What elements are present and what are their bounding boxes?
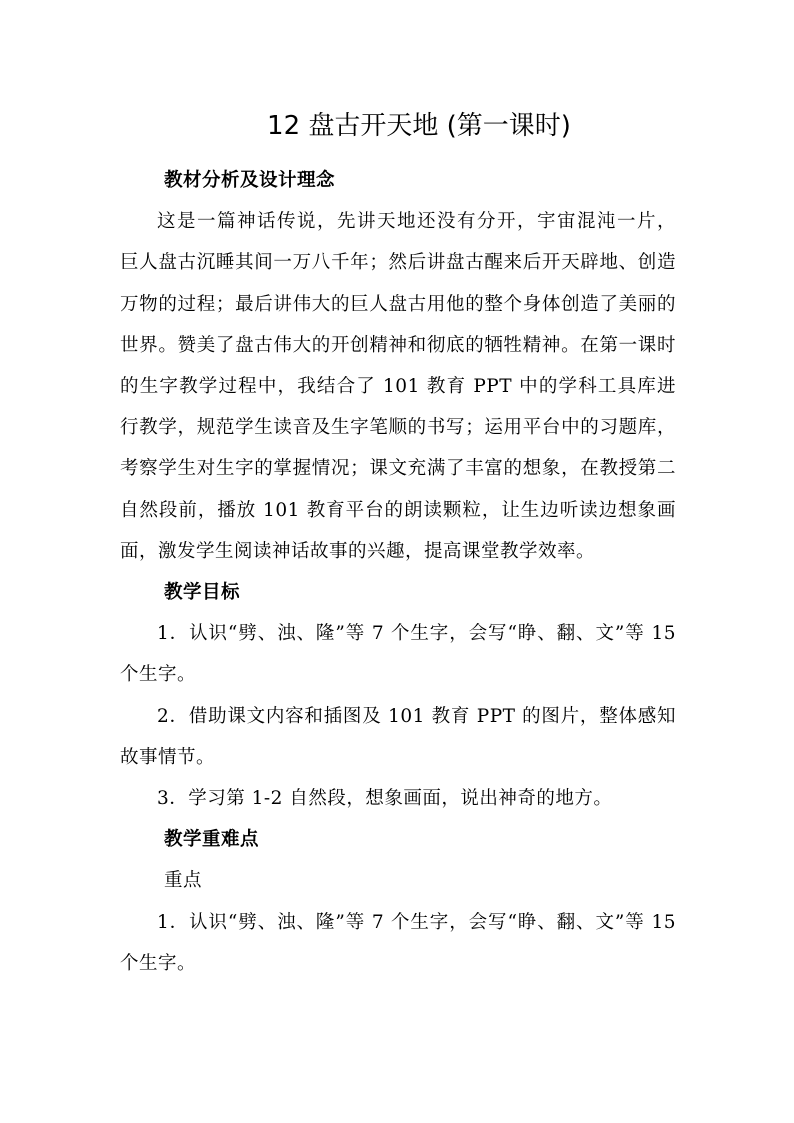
document-body xyxy=(120,160,676,984)
section-heading-goals: 教学目标 xyxy=(164,582,241,604)
keypoint-item-1: 1．认识“劈、浊、隆”等 7 个生字，会写“睁、翻、文”等 15 个生字。 xyxy=(120,911,676,974)
analysis-paragraph: 这是一篇神话传说，先讲天地还没有分开，宇宙混沌一片， 巨人盘古沉睡其间一万八千年；然后讲盘古醒来后开天辟地、创造万物的过程；最后讲伟大的巨人盘古用他的整个身体创造了美丽的世界。赞美了盘古伟大的开创精神和彻底的牺牲精神。在第一课时的生字教学过程中，我结合了 101 教育 PPT 中的学科工具库进行教学，规范学生读音及生字笔顺的书写；运用平台中的习题库，考察学生对生字的掌握情况；课文充满了丰富的想象，在教授第二自然段前，播放 101 教育平台的朗读颗粒，让生边听读边想象画面，激发学生阅读神话故事的兴趣，提高课堂教学效率。 xyxy=(120,211,676,562)
goal-item-3: 3．学习第 1-2 自然段，想象画面，说出神奇的地方。 xyxy=(157,788,613,810)
document-title: 12 盘古开天地 (第一课时) xyxy=(267,111,571,141)
section-heading-keypoints: 教学重难点 xyxy=(164,829,260,851)
goal-item-2: 2．借助课文内容和插图及 101 教育 PPT 的图片，整体感知故事情节。 xyxy=(120,705,676,768)
section-heading-analysis: 教材分析及设计理念 xyxy=(164,170,336,191)
keypoints-subheading: 重点 xyxy=(164,870,203,892)
goal-item-1: 1．认识“劈、浊、隆”等 7 个生字，会写“睁、翻、文”等 15 个生字。 xyxy=(120,623,676,686)
